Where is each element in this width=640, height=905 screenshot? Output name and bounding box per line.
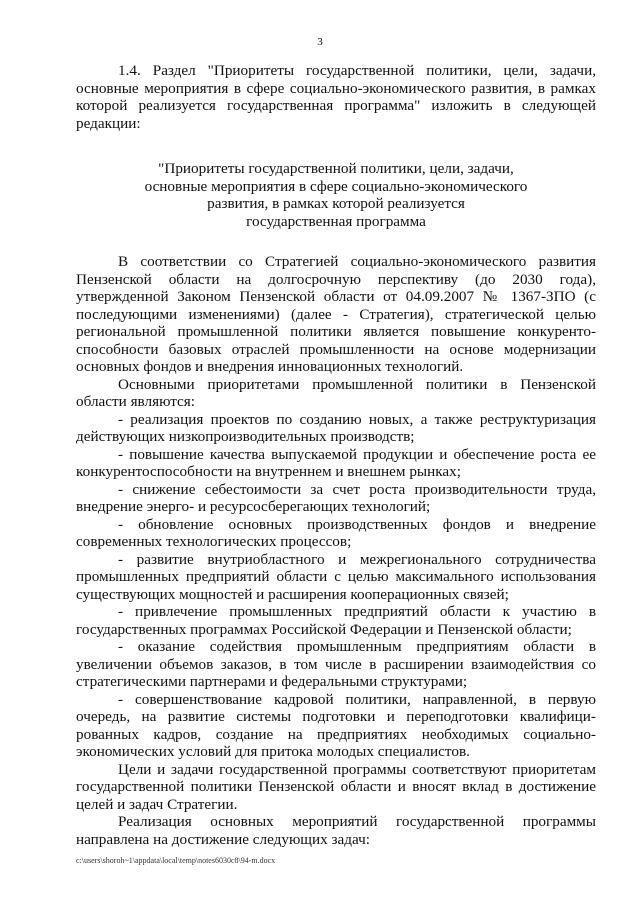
priority-item: - оказание содействия промышленным предприятиям области в увеличении объемов заказов, в том числе в расширении взаимодействия со стратегическими партнерами и федеральными структурами; [76,638,596,690]
intro-paragraph: 1.4. Раздел "Приоритеты государственной политики, цели, задачи, основные мероприятия в сфере социально-экономического развития, в рамках которой реализуется государственная программа" изложить в следующей редакции: [76,62,596,132]
implementation-paragraph: Реализация основных мероприятий государственной программы направлена на достижение следующих задач: [76,813,596,848]
heading-line: развития, в рамках которой реализуется [207,195,465,212]
heading-line: основные мероприятия в сфере социально-экономического [144,177,528,195]
heading-line: "Приоритеты государственной политики, цели, задачи, [158,160,514,177]
page-number: 3 [317,36,323,48]
goals-paragraph: Цели и задачи государственной программы соответствуют приоритетам государственной политики Пензенской области и вносят вклад в достижение целей и задач Стратегии. [76,760,596,813]
heading-line: государственная программа [246,212,426,230]
priority-item: - привлечение промышленных предприятий области к участию в государственных программах Российской Федерации и Пензенской области; [76,603,596,638]
strategy-paragraph: В соответствии со Стратегией социально-экономического развития Пензенской области на долгосрочную перспективу (до 2030 года), утвержденной Законом Пензенской области от 04.09.2007 № 1367-ЗПО (с последующими изменениями) (далее - Стратегия), стратегической целью региональной промышленной политики является повышение конкуренто-способности базовых отраслей промышленности на основе модернизации основных фондов и внедрения инновационных технологий. [76,253,596,375]
priority-item: - развитие внутриобластного и межрегионального сотрудничества промышленных предприятий области с целью максимального использования существующих мощностей и расширения кооперационных связей; [76,550,596,603]
priority-item: - совершенствование кадровой политики, направленной, в первую очередь, на развитие системы подготовки и переподготовки квалифици-рованных кадров, создание на предприятиях необходимых социально-экономических условий для притока молодых специалистов. [76,690,596,760]
section-heading [76,160,596,230]
document-body [76,62,596,848]
priorities-intro: Основными приоритетами промышленной политики в Пензенской области являются: [76,375,596,410]
priority-item: - реализация проектов по созданию новых, а также реструктуризация действующих низкопроизводительных производств; [76,410,596,445]
priority-item: - повышение качества выпускаемой продукции и обеспечение роста ее конкурентоспособности на внутреннем и внешнем рынках; [76,445,596,480]
footer-file-path: c:\users\shoroh~1\appdata\local\temp\notes6030c8\94-m.docx [76,856,276,865]
priority-item: - снижение себестоимости за счет роста производительности труда, внедрение энерго- и ресурсосберегающих технологий; [76,480,596,515]
priority-item: - обновление основных производственных фондов и внедрение современных технологических процессов; [76,515,596,550]
